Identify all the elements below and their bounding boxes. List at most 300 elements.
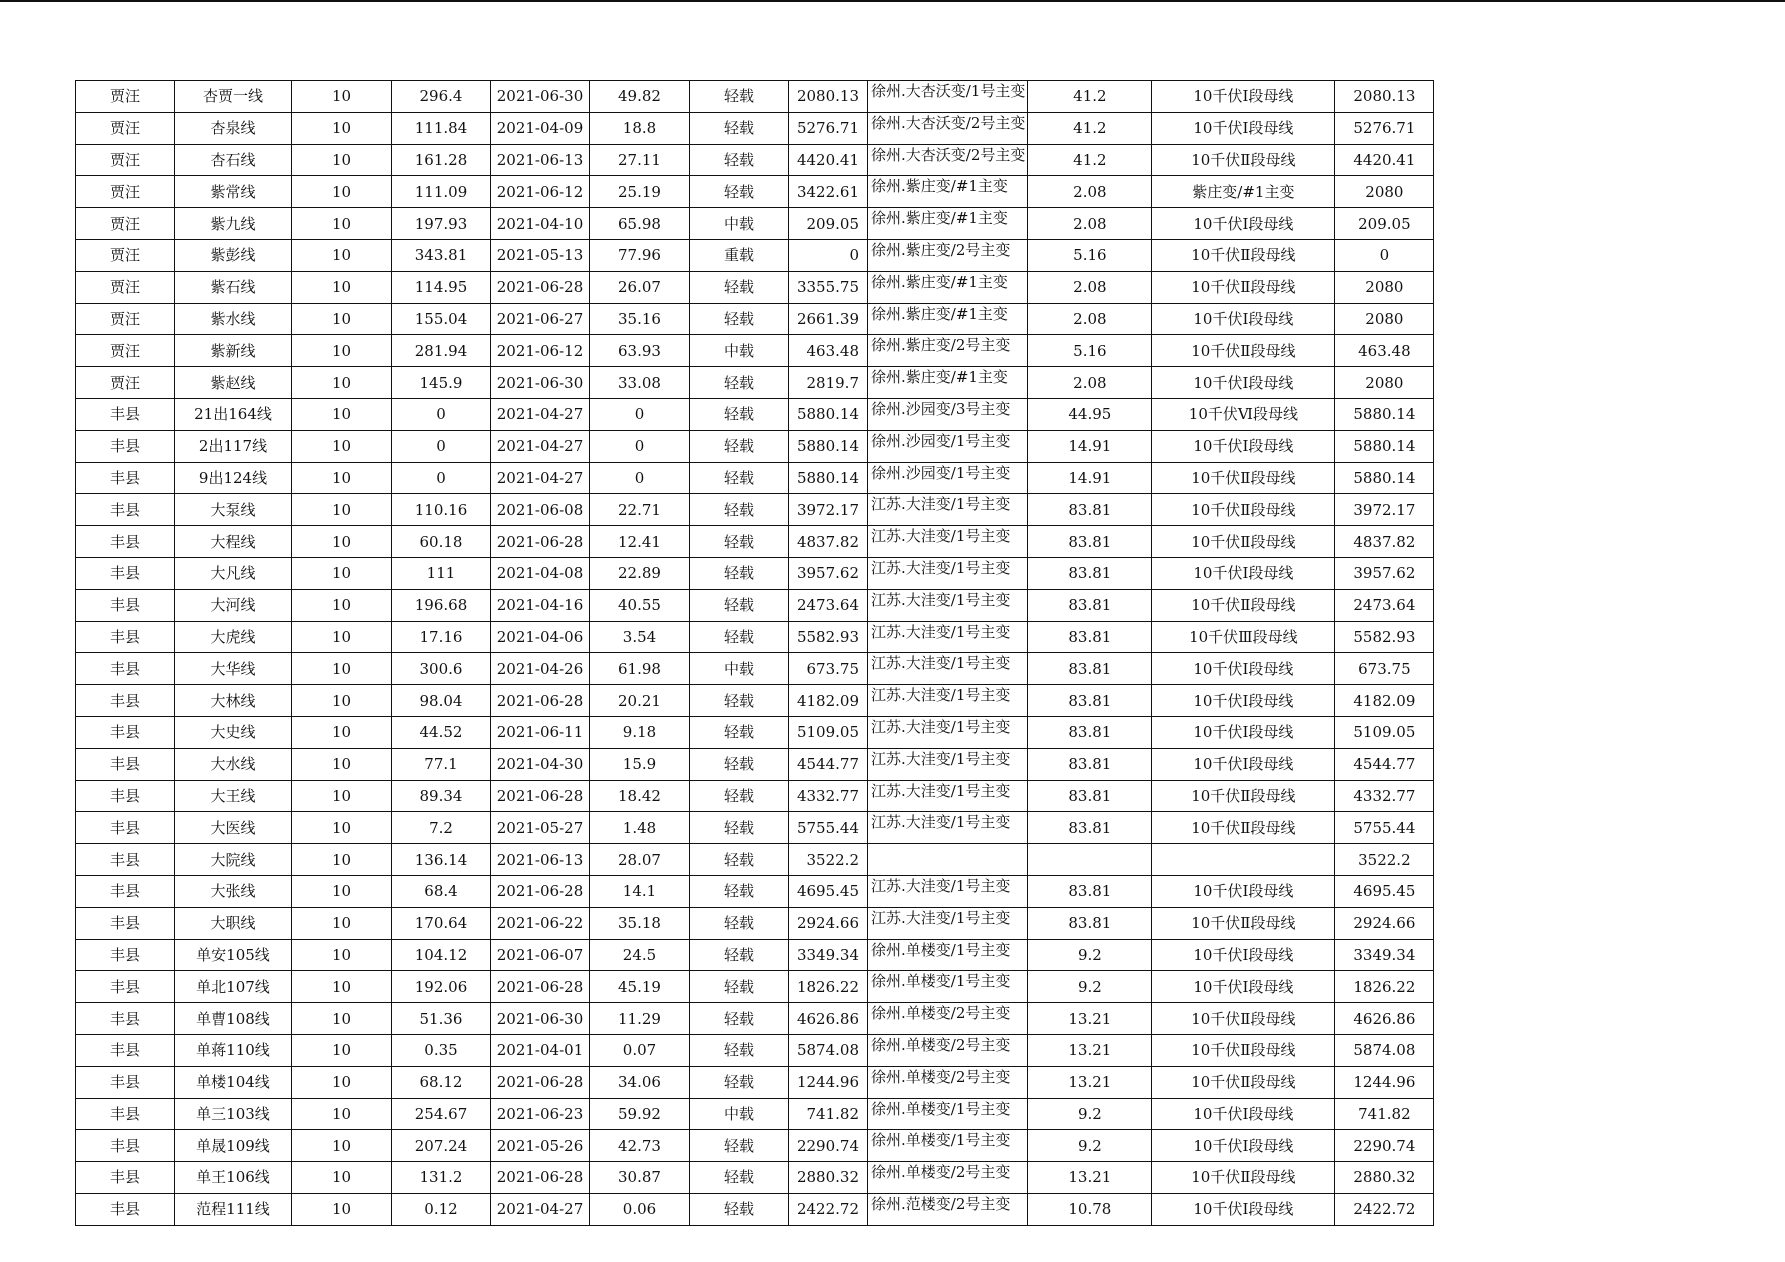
- load-cell: 145.9: [392, 367, 491, 399]
- table-row: [76, 494, 1434, 526]
- line-name-cell: 范程111线: [175, 1193, 292, 1225]
- date-cell: 2021-04-06: [491, 621, 590, 653]
- county-cell: 丰县: [76, 398, 175, 430]
- load-rate-cell: 14.1: [590, 875, 690, 907]
- substation-text: 徐州.沙园变/3号主变: [871, 400, 1011, 418]
- voltage-cell: 10: [292, 812, 392, 844]
- county-cell: 丰县: [76, 812, 175, 844]
- line-name-cell: 9出124线: [175, 462, 292, 494]
- date-cell: 2021-06-28: [491, 685, 590, 717]
- substation-text: 徐州.紫庄变/2号主变: [871, 337, 1011, 355]
- transformer-value-cell: [1028, 844, 1152, 876]
- substation-transformer-cell: [868, 81, 1028, 113]
- open-capacity-cell: 2422.72: [1335, 1193, 1434, 1225]
- transformer-value-cell: 83.81: [1028, 557, 1152, 589]
- line-name-cell: 大林线: [175, 685, 292, 717]
- substation-text: 江苏.大洼变/1号主变: [871, 591, 1011, 609]
- date-cell: 2021-04-08: [491, 557, 590, 589]
- transformer-value-cell: 2.08: [1028, 208, 1152, 240]
- voltage-cell: 10: [292, 971, 392, 1003]
- load-rate-cell: 0.06: [590, 1193, 690, 1225]
- bus-section-cell: 10千伏Ⅱ段母线: [1152, 239, 1335, 271]
- voltage-cell: 10: [292, 1066, 392, 1098]
- transformer-value-cell: 83.81: [1028, 621, 1152, 653]
- load-cell: 111.84: [392, 112, 491, 144]
- available-capacity-cell: 5880.14: [789, 398, 868, 430]
- available-capacity-cell: 3422.61: [789, 176, 868, 208]
- date-cell: 2021-04-01: [491, 1034, 590, 1066]
- voltage-cell: 10: [292, 780, 392, 812]
- load-status-cell: 轻载: [690, 398, 789, 430]
- county-cell: 丰县: [76, 1193, 175, 1225]
- open-capacity-cell: 0: [1335, 239, 1434, 271]
- county-cell: 丰县: [76, 907, 175, 939]
- line-name-cell: 单蒋110线: [175, 1034, 292, 1066]
- bus-section-cell: 紫庄变/#1主变: [1152, 176, 1335, 208]
- substation-text: 徐州.大杏沃变/2号主变: [871, 114, 1026, 132]
- load-rate-cell: 26.07: [590, 271, 690, 303]
- line-name-cell: 大院线: [175, 844, 292, 876]
- open-capacity-cell: 741.82: [1335, 1098, 1434, 1130]
- load-status-cell: 轻载: [690, 685, 789, 717]
- voltage-cell: 10: [292, 176, 392, 208]
- load-rate-cell: 18.42: [590, 780, 690, 812]
- date-cell: 2021-04-16: [491, 589, 590, 621]
- available-capacity-cell: 4182.09: [789, 685, 868, 717]
- transformer-value-cell: 41.2: [1028, 81, 1152, 113]
- bus-section-cell: 10千伏Ⅰ段母线: [1152, 81, 1335, 113]
- load-cell: 104.12: [392, 939, 491, 971]
- substation-transformer-cell: [868, 271, 1028, 303]
- load-rate-cell: 9.18: [590, 716, 690, 748]
- county-cell: 贾汪: [76, 144, 175, 176]
- date-cell: 2021-06-30: [491, 1003, 590, 1035]
- substation-transformer-cell: [868, 812, 1028, 844]
- open-capacity-cell: 4182.09: [1335, 685, 1434, 717]
- date-cell: 2021-04-27: [491, 398, 590, 430]
- load-cell: 196.68: [392, 589, 491, 621]
- bus-section-cell: 10千伏Ⅱ段母线: [1152, 1162, 1335, 1194]
- county-cell: 丰县: [76, 653, 175, 685]
- county-cell: 丰县: [76, 1034, 175, 1066]
- date-cell: 2021-04-27: [491, 462, 590, 494]
- bus-section-cell: 10千伏Ⅱ段母线: [1152, 780, 1335, 812]
- substation-transformer-cell: [868, 526, 1028, 558]
- county-cell: 丰县: [76, 748, 175, 780]
- substation-text: 江苏.大洼变/1号主变: [871, 687, 1011, 705]
- transformer-value-cell: 41.2: [1028, 112, 1152, 144]
- open-capacity-cell: 2080.13: [1335, 81, 1434, 113]
- load-cell: 296.4: [392, 81, 491, 113]
- substation-transformer-cell: [868, 303, 1028, 335]
- bus-section-cell: 10千伏Ⅰ段母线: [1152, 971, 1335, 1003]
- available-capacity-cell: 3957.62: [789, 557, 868, 589]
- date-cell: 2021-06-08: [491, 494, 590, 526]
- voltage-cell: 10: [292, 144, 392, 176]
- load-cell: 110.16: [392, 494, 491, 526]
- date-cell: 2021-06-13: [491, 844, 590, 876]
- substation-text: 江苏.大洼变/1号主变: [871, 782, 1011, 800]
- county-cell: 丰县: [76, 716, 175, 748]
- table-row: [76, 335, 1434, 367]
- transformer-value-cell: 10.78: [1028, 1193, 1152, 1225]
- voltage-cell: 10: [292, 239, 392, 271]
- transformer-value-cell: 13.21: [1028, 1066, 1152, 1098]
- line-name-cell: 大程线: [175, 526, 292, 558]
- load-status-cell: 轻载: [690, 1034, 789, 1066]
- load-rate-cell: 34.06: [590, 1066, 690, 1098]
- county-cell: 贾汪: [76, 176, 175, 208]
- available-capacity-cell: 673.75: [789, 653, 868, 685]
- available-capacity-cell: 2473.64: [789, 589, 868, 621]
- load-rate-cell: 3.54: [590, 621, 690, 653]
- table-row: [76, 1098, 1434, 1130]
- voltage-cell: 10: [292, 621, 392, 653]
- county-cell: 丰县: [76, 494, 175, 526]
- load-status-cell: 中载: [690, 335, 789, 367]
- date-cell: 2021-05-27: [491, 812, 590, 844]
- substation-transformer-cell: [868, 430, 1028, 462]
- load-rate-cell: 61.98: [590, 653, 690, 685]
- available-capacity-cell: 2661.39: [789, 303, 868, 335]
- page-top-rule: [0, 0, 1785, 2]
- line-name-cell: 大职线: [175, 907, 292, 939]
- available-capacity-cell: 4544.77: [789, 748, 868, 780]
- load-cell: 0.35: [392, 1034, 491, 1066]
- county-cell: 丰县: [76, 1003, 175, 1035]
- open-capacity-cell: 1826.22: [1335, 971, 1434, 1003]
- substation-text: 江苏.大洼变/1号主变: [871, 877, 1011, 895]
- date-cell: 2021-04-30: [491, 748, 590, 780]
- load-cell: 281.94: [392, 335, 491, 367]
- county-cell: 贾汪: [76, 112, 175, 144]
- open-capacity-cell: 2880.32: [1335, 1162, 1434, 1194]
- substation-transformer-cell: [868, 494, 1028, 526]
- date-cell: 2021-04-27: [491, 1193, 590, 1225]
- county-cell: 贾汪: [76, 208, 175, 240]
- table-row: [76, 208, 1434, 240]
- load-status-cell: 轻载: [690, 1130, 789, 1162]
- load-rate-cell: 18.8: [590, 112, 690, 144]
- date-cell: 2021-06-07: [491, 939, 590, 971]
- bus-section-cell: 10千伏Ⅰ段母线: [1152, 875, 1335, 907]
- load-cell: 17.16: [392, 621, 491, 653]
- open-capacity-cell: 673.75: [1335, 653, 1434, 685]
- substation-text: 徐州.范楼变/2号主变: [871, 1195, 1011, 1213]
- line-name-cell: 杏贾一线: [175, 81, 292, 113]
- load-rate-cell: 49.82: [590, 81, 690, 113]
- voltage-cell: 10: [292, 81, 392, 113]
- bus-section-cell: 10千伏Ⅵ段母线: [1152, 398, 1335, 430]
- substation-text: 徐州.紫庄变/#1主变: [871, 305, 1008, 323]
- voltage-cell: 10: [292, 112, 392, 144]
- open-capacity-cell: 5880.14: [1335, 462, 1434, 494]
- line-name-cell: 单北107线: [175, 971, 292, 1003]
- available-capacity-cell: 2924.66: [789, 907, 868, 939]
- substation-transformer-cell: [868, 1130, 1028, 1162]
- transformer-value-cell: 44.95: [1028, 398, 1152, 430]
- voltage-cell: 10: [292, 494, 392, 526]
- bus-section-cell: 10千伏Ⅱ段母线: [1152, 462, 1335, 494]
- table-row: [76, 367, 1434, 399]
- transformer-value-cell: 13.21: [1028, 1003, 1152, 1035]
- load-cell: 192.06: [392, 971, 491, 1003]
- load-status-cell: 轻载: [690, 144, 789, 176]
- bus-section-cell: 10千伏Ⅱ段母线: [1152, 271, 1335, 303]
- county-cell: 丰县: [76, 1066, 175, 1098]
- load-cell: 131.2: [392, 1162, 491, 1194]
- date-cell: 2021-06-12: [491, 335, 590, 367]
- transformer-value-cell: 2.08: [1028, 367, 1152, 399]
- available-capacity-cell: 5109.05: [789, 716, 868, 748]
- substation-text: 徐州.紫庄变/2号主变: [871, 241, 1011, 259]
- voltage-cell: 10: [292, 271, 392, 303]
- open-capacity-cell: 463.48: [1335, 335, 1434, 367]
- bus-section-cell: 10千伏Ⅱ段母线: [1152, 335, 1335, 367]
- date-cell: 2021-06-11: [491, 716, 590, 748]
- date-cell: 2021-06-22: [491, 907, 590, 939]
- load-rate-cell: 35.16: [590, 303, 690, 335]
- line-name-cell: 紫石线: [175, 271, 292, 303]
- open-capacity-cell: 4544.77: [1335, 748, 1434, 780]
- county-cell: 贾汪: [76, 367, 175, 399]
- county-cell: 贾汪: [76, 271, 175, 303]
- substation-transformer-cell: [868, 907, 1028, 939]
- substation-transformer-cell: [868, 112, 1028, 144]
- load-cell: 0: [392, 462, 491, 494]
- bus-section-cell: 10千伏Ⅱ段母线: [1152, 1003, 1335, 1035]
- open-capacity-cell: 5874.08: [1335, 1034, 1434, 1066]
- date-cell: 2021-04-26: [491, 653, 590, 685]
- substation-transformer-cell: [868, 557, 1028, 589]
- open-capacity-cell: 5109.05: [1335, 716, 1434, 748]
- transformer-value-cell: 83.81: [1028, 780, 1152, 812]
- county-cell: 丰县: [76, 971, 175, 1003]
- line-name-cell: 单曹108线: [175, 1003, 292, 1035]
- substation-text: 徐州.单楼变/2号主变: [871, 1068, 1011, 1086]
- bus-section-cell: 10千伏Ⅱ段母线: [1152, 1066, 1335, 1098]
- bus-section-cell: 10千伏Ⅰ段母线: [1152, 112, 1335, 144]
- substation-transformer-cell: [868, 844, 1028, 876]
- table-row: [76, 812, 1434, 844]
- available-capacity-cell: 2422.72: [789, 1193, 868, 1225]
- date-cell: 2021-06-12: [491, 176, 590, 208]
- county-cell: 丰县: [76, 875, 175, 907]
- substation-text: 徐州.沙园变/1号主变: [871, 464, 1011, 482]
- open-capacity-cell: 2924.66: [1335, 907, 1434, 939]
- line-name-cell: 大泵线: [175, 494, 292, 526]
- substation-text: 江苏.大洼变/1号主变: [871, 718, 1011, 736]
- line-name-cell: 杏石线: [175, 144, 292, 176]
- date-cell: 2021-05-26: [491, 1130, 590, 1162]
- load-status-cell: 重载: [690, 239, 789, 271]
- date-cell: 2021-06-30: [491, 81, 590, 113]
- load-status-cell: 轻载: [690, 1193, 789, 1225]
- feeder-load-table: [75, 80, 1434, 1226]
- line-name-cell: 大张线: [175, 875, 292, 907]
- load-rate-cell: 59.92: [590, 1098, 690, 1130]
- bus-section-cell: 10千伏Ⅰ段母线: [1152, 748, 1335, 780]
- substation-transformer-cell: [868, 335, 1028, 367]
- open-capacity-cell: 3972.17: [1335, 494, 1434, 526]
- load-cell: 68.4: [392, 875, 491, 907]
- transformer-value-cell: 2.08: [1028, 176, 1152, 208]
- load-cell: 254.67: [392, 1098, 491, 1130]
- substation-transformer-cell: [868, 1066, 1028, 1098]
- load-cell: 207.24: [392, 1130, 491, 1162]
- open-capacity-cell: 5880.14: [1335, 430, 1434, 462]
- open-capacity-cell: 2080: [1335, 271, 1434, 303]
- line-name-cell: 单晟109线: [175, 1130, 292, 1162]
- bus-section-cell: 10千伏Ⅰ段母线: [1152, 303, 1335, 335]
- bus-section-cell: 10千伏Ⅱ段母线: [1152, 907, 1335, 939]
- county-cell: 丰县: [76, 462, 175, 494]
- voltage-cell: 10: [292, 875, 392, 907]
- line-name-cell: 紫赵线: [175, 367, 292, 399]
- substation-transformer-cell: [868, 685, 1028, 717]
- available-capacity-cell: 5880.14: [789, 430, 868, 462]
- table-row: [76, 1130, 1434, 1162]
- substation-text: 江苏.大洼变/1号主变: [871, 909, 1011, 927]
- substation-transformer-cell: [868, 367, 1028, 399]
- transformer-value-cell: 13.21: [1028, 1034, 1152, 1066]
- transformer-value-cell: 83.81: [1028, 716, 1152, 748]
- bus-section-cell: 10千伏Ⅱ段母线: [1152, 589, 1335, 621]
- bus-section-cell: 10千伏Ⅰ段母线: [1152, 208, 1335, 240]
- available-capacity-cell: 463.48: [789, 335, 868, 367]
- substation-transformer-cell: [868, 653, 1028, 685]
- available-capacity-cell: 4332.77: [789, 780, 868, 812]
- transformer-value-cell: 5.16: [1028, 239, 1152, 271]
- transformer-value-cell: 83.81: [1028, 494, 1152, 526]
- load-cell: 111: [392, 557, 491, 589]
- substation-text: 徐州.紫庄变/#1主变: [871, 178, 1008, 196]
- load-cell: 300.6: [392, 653, 491, 685]
- substation-text: 江苏.大洼变/1号主变: [871, 559, 1011, 577]
- bus-section-cell: 10千伏Ⅰ段母线: [1152, 1098, 1335, 1130]
- load-rate-cell: 20.21: [590, 685, 690, 717]
- load-rate-cell: 1.48: [590, 812, 690, 844]
- available-capacity-cell: 2080.13: [789, 81, 868, 113]
- voltage-cell: 10: [292, 526, 392, 558]
- load-cell: 155.04: [392, 303, 491, 335]
- line-name-cell: 大凡线: [175, 557, 292, 589]
- load-cell: 0: [392, 430, 491, 462]
- county-cell: 丰县: [76, 589, 175, 621]
- load-rate-cell: 35.18: [590, 907, 690, 939]
- available-capacity-cell: 3972.17: [789, 494, 868, 526]
- substation-text: 江苏.大洼变/1号主变: [871, 814, 1011, 832]
- load-rate-cell: 33.08: [590, 367, 690, 399]
- voltage-cell: 10: [292, 1162, 392, 1194]
- load-status-cell: 中载: [690, 653, 789, 685]
- voltage-cell: 10: [292, 907, 392, 939]
- date-cell: 2021-06-28: [491, 875, 590, 907]
- available-capacity-cell: 3349.34: [789, 939, 868, 971]
- transformer-value-cell: 83.81: [1028, 907, 1152, 939]
- load-cell: 161.28: [392, 144, 491, 176]
- substation-transformer-cell: [868, 398, 1028, 430]
- line-name-cell: 单楼104线: [175, 1066, 292, 1098]
- load-cell: 0: [392, 398, 491, 430]
- voltage-cell: 10: [292, 589, 392, 621]
- transformer-value-cell: 9.2: [1028, 1130, 1152, 1162]
- available-capacity-cell: 4626.86: [789, 1003, 868, 1035]
- bus-section-cell: 10千伏Ⅰ段母线: [1152, 1193, 1335, 1225]
- line-name-cell: 21出164线: [175, 398, 292, 430]
- date-cell: 2021-05-13: [491, 239, 590, 271]
- load-cell: 51.36: [392, 1003, 491, 1035]
- date-cell: 2021-06-23: [491, 1098, 590, 1130]
- table-row: [76, 844, 1434, 876]
- substation-text: [871, 846, 1025, 872]
- voltage-cell: 10: [292, 367, 392, 399]
- bus-section-cell: 10千伏Ⅱ段母线: [1152, 494, 1335, 526]
- voltage-cell: 10: [292, 1034, 392, 1066]
- transformer-value-cell: 83.81: [1028, 875, 1152, 907]
- substation-text: 徐州.沙园变/1号主变: [871, 432, 1011, 450]
- table-row: [76, 557, 1434, 589]
- bus-section-cell: 10千伏Ⅰ段母线: [1152, 1130, 1335, 1162]
- voltage-cell: 10: [292, 462, 392, 494]
- substation-transformer-cell: [868, 1162, 1028, 1194]
- line-name-cell: 大河线: [175, 589, 292, 621]
- load-rate-cell: 0: [590, 398, 690, 430]
- load-status-cell: 轻载: [690, 81, 789, 113]
- transformer-value-cell: 83.81: [1028, 653, 1152, 685]
- date-cell: 2021-04-10: [491, 208, 590, 240]
- voltage-cell: 10: [292, 1003, 392, 1035]
- substation-transformer-cell: [868, 621, 1028, 653]
- county-cell: 贾汪: [76, 303, 175, 335]
- bus-section-cell: [1152, 844, 1335, 876]
- load-cell: 0.12: [392, 1193, 491, 1225]
- county-cell: 丰县: [76, 430, 175, 462]
- substation-transformer-cell: [868, 462, 1028, 494]
- line-name-cell: 杏泉线: [175, 112, 292, 144]
- load-rate-cell: 12.41: [590, 526, 690, 558]
- transformer-value-cell: 9.2: [1028, 971, 1152, 1003]
- transformer-value-cell: 9.2: [1028, 939, 1152, 971]
- county-cell: 丰县: [76, 780, 175, 812]
- load-cell: 89.34: [392, 780, 491, 812]
- transformer-value-cell: 83.81: [1028, 748, 1152, 780]
- date-cell: 2021-06-13: [491, 144, 590, 176]
- date-cell: 2021-06-30: [491, 367, 590, 399]
- bus-section-cell: 10千伏Ⅱ段母线: [1152, 1034, 1335, 1066]
- date-cell: 2021-06-28: [491, 526, 590, 558]
- substation-transformer-cell: [868, 1193, 1028, 1225]
- substation-transformer-cell: [868, 748, 1028, 780]
- available-capacity-cell: 5874.08: [789, 1034, 868, 1066]
- substation-text: 徐州.单楼变/2号主变: [871, 1036, 1011, 1054]
- voltage-cell: 10: [292, 430, 392, 462]
- voltage-cell: 10: [292, 557, 392, 589]
- load-rate-cell: 22.71: [590, 494, 690, 526]
- table-row: [76, 271, 1434, 303]
- line-name-cell: 单王106线: [175, 1162, 292, 1194]
- open-capacity-cell: 5755.44: [1335, 812, 1434, 844]
- open-capacity-cell: 1244.96: [1335, 1066, 1434, 1098]
- date-cell: 2021-04-27: [491, 430, 590, 462]
- open-capacity-cell: 4332.77: [1335, 780, 1434, 812]
- substation-transformer-cell: [868, 939, 1028, 971]
- substation-transformer-cell: [868, 208, 1028, 240]
- bus-section-cell: 10千伏Ⅰ段母线: [1152, 557, 1335, 589]
- available-capacity-cell: 2819.7: [789, 367, 868, 399]
- load-status-cell: 轻载: [690, 271, 789, 303]
- open-capacity-cell: 4837.82: [1335, 526, 1434, 558]
